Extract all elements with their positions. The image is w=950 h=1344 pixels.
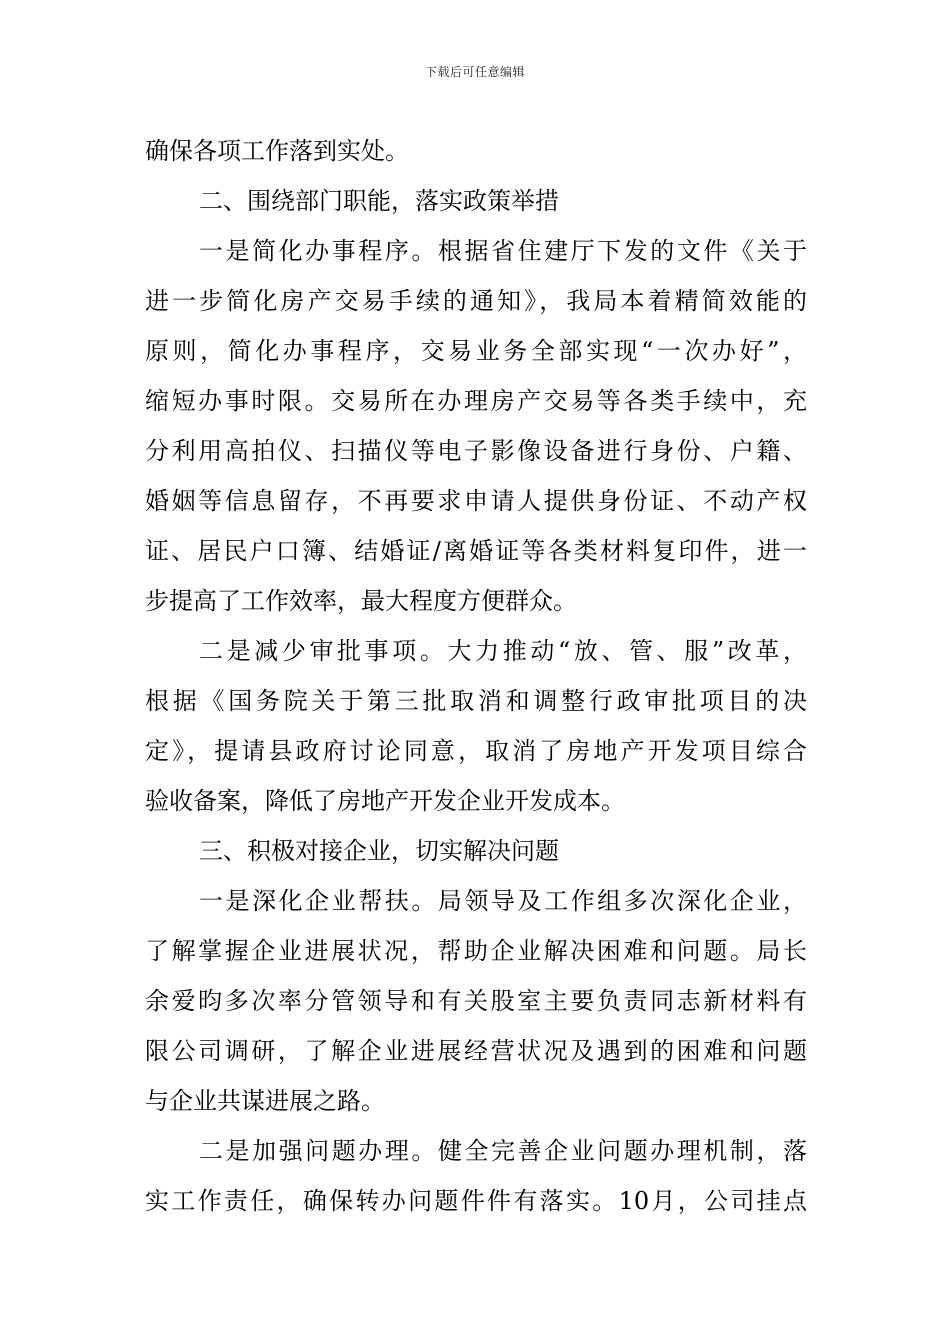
- paragraph-first-line: 一是深化企业帮扶。局领导及工作组多次深化企业，: [199, 887, 807, 915]
- text-line: 限公司调研，了解企业进展经营状况及遇到的困难和问题: [145, 1037, 807, 1065]
- text-line: 原则，简化办事程序，交易业务全部实现“一次办好”，: [145, 337, 807, 365]
- paragraph-first-line: 一是简化办事程序。根据省住建厅下发的文件《关于: [199, 237, 807, 265]
- text-line: 进一步简化房产交易手续的通知》，我局本着精简效能的: [145, 287, 807, 315]
- text-line: 根据《国务院关于第三批取消和调整行政审批项目的决: [145, 687, 807, 715]
- text-line: 婚姻等信息留存，不再要求申请人提供身份证、不动产权: [145, 487, 807, 515]
- text-line: 步提高了工作效率，最大程度方便群众。: [145, 587, 577, 615]
- paragraph-first-line: 二是减少审批事项。大力推动“放、管、服”改革，: [199, 637, 807, 665]
- text-line: 与企业共谋进展之路。: [145, 1087, 385, 1115]
- text-line: 余爱昀多次率分管领导和有关股室主要负责同志新材料有: [145, 987, 807, 1015]
- text-line: 证、居民户口簿、结婚证/离婚证等各类材料复印件，进一: [145, 537, 807, 565]
- text-line: 验收备案，降低了房地产开发企业开发成本。: [145, 787, 625, 815]
- document-body: [145, 126, 807, 1226]
- text-line: 缩短办事时限。交易所在办理房产交易等各类手续中，充: [145, 387, 807, 415]
- text-line: 定》，提请县政府讨论同意，取消了房地产开发项目综合: [145, 737, 807, 765]
- text-line: 确保各项工作落到实处。: [145, 137, 409, 165]
- section-heading: 二、围绕部门职能，落实政策举措: [199, 187, 559, 215]
- text-line: 了解掌握企业进展状况，帮助企业解决困难和问题。局长: [145, 937, 807, 965]
- page-header: 下载后可任意编辑: [424, 65, 525, 79]
- text-line: 分利用高拍仪、扫描仪等电子影像设备进行身份、户籍、: [145, 437, 807, 465]
- text-line: 实工作责任，确保转办问题件件有落实。10月，公司挂点: [145, 1187, 807, 1215]
- section-heading: 三、积极对接企业，切实解决问题: [199, 837, 559, 865]
- paragraph-first-line: 二是加强问题办理。健全完善企业问题办理机制，落: [199, 1137, 807, 1165]
